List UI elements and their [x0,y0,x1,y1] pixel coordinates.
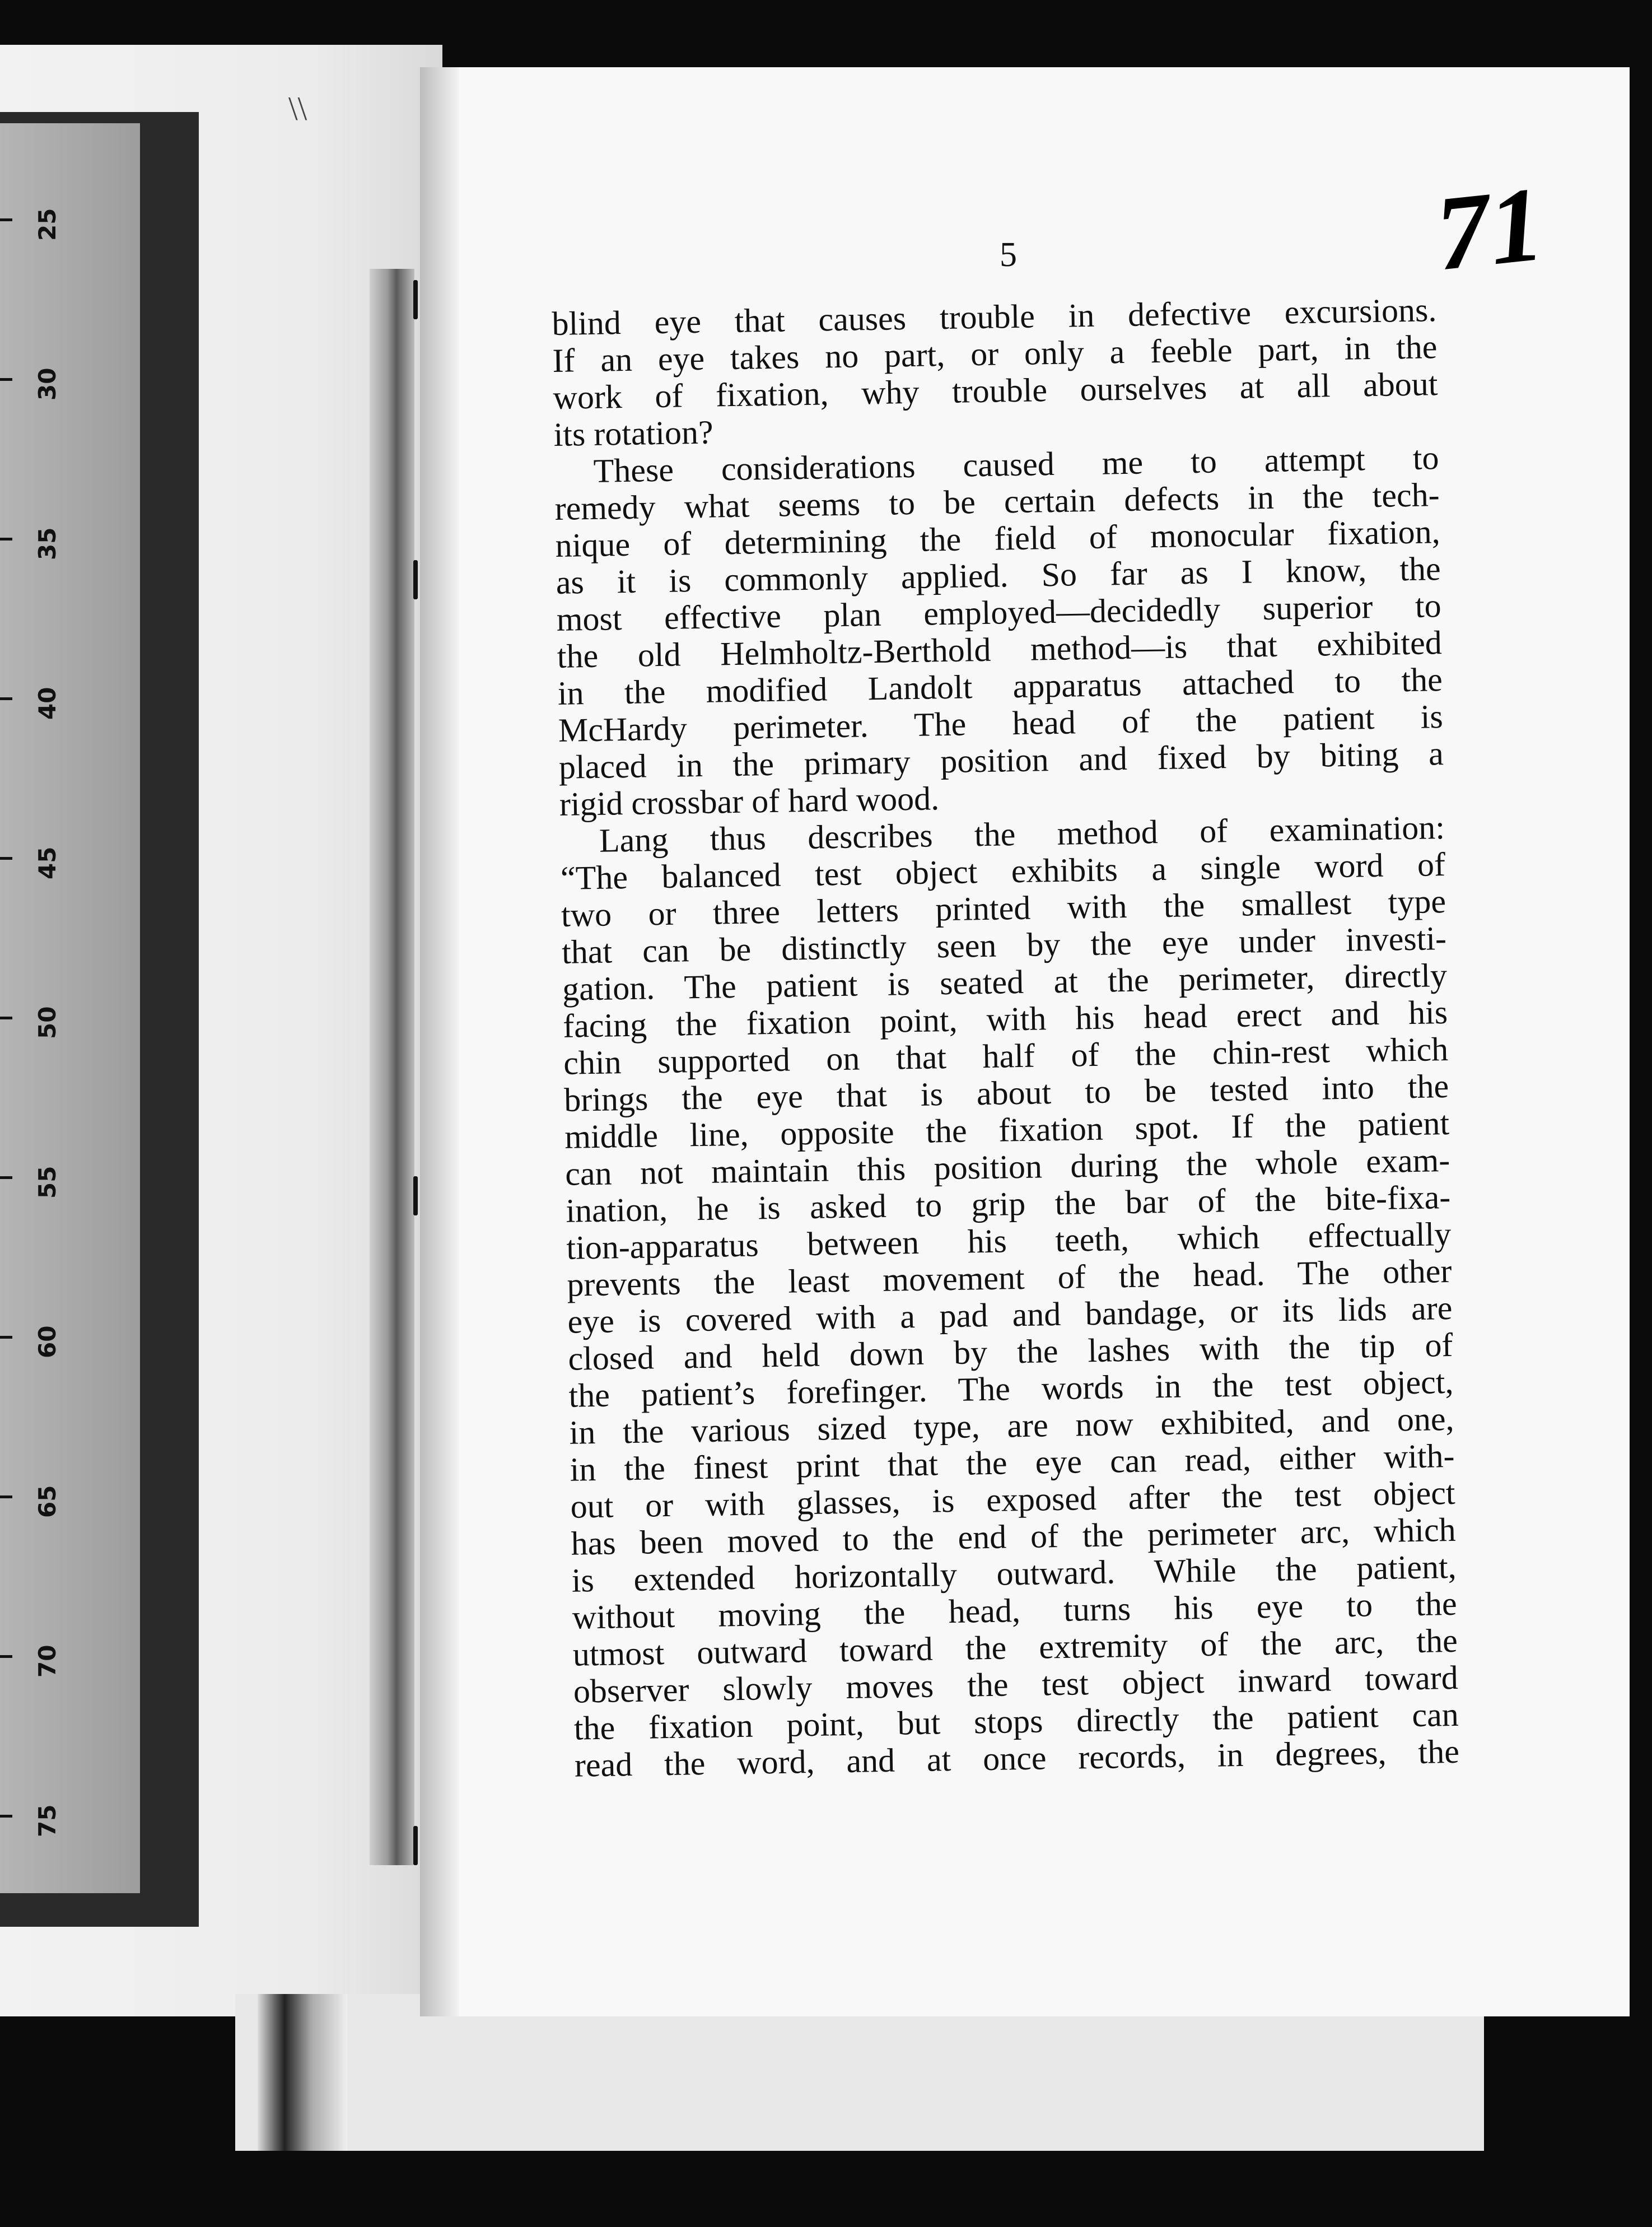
ruler-tick [0,1336,12,1339]
ruler-number: 40 [34,687,61,720]
ruler-number: 60 [34,1325,61,1358]
page-gutter-shadow [420,67,459,2016]
text-line: remedy what seems to be certain defects in the tech- [554,476,1440,527]
measuring-ruler [0,123,140,1893]
text-line: the patient’s forefinger. The words in the test object, [568,1363,1454,1414]
text-line: read the word, and at once records, in degrees, the [574,1732,1460,1784]
text-line: the fixation point, but stops directly the patient can [573,1695,1459,1747]
binding-stitch [413,1826,418,1865]
text-line: Lang thus describes the method of examination: [599,809,1445,859]
ruler-number: 30 [34,367,61,400]
text-line: eye is covered with a pad and bandage, or its lids are [567,1289,1453,1340]
text-line: without moving the head, turns his eye to the [572,1585,1458,1636]
text-line: If an eye takes no part, or only a feeble part, in the [552,328,1438,379]
text-line: middle line, opposite the fixation spot. If the patient [564,1105,1450,1156]
ruler-tick [0,697,12,700]
text-line: closed and held down by the lashes with the tip of [568,1326,1453,1377]
bottom-binding [258,1994,347,2151]
text-line: utmost outward toward the extremity of the arc, the [572,1622,1458,1673]
handwritten-folio-mark: 71 [1430,165,1549,293]
ruler-number: 55 [34,1166,61,1199]
text-line: most effective plan employed—decidedly superior to [556,587,1442,638]
text-line: rigid crossbar of hard wood. [559,780,940,823]
page-body-text [552,291,1459,1783]
text-line: ination, he is asked to grip the bar of the bite-fixa- [565,1178,1451,1229]
ruler-tick [0,1176,12,1179]
text-line: “The balanced test object exhibits a single word of [560,846,1446,897]
ruler-tick [0,1495,12,1498]
binding-stitch [413,1176,418,1215]
book-spine [370,269,414,1865]
ruler-number: 70 [34,1644,61,1678]
text-line: in the modified Landolt apparatus attached to the [557,661,1443,712]
ruler-tick [0,1815,12,1818]
ruler-number: 45 [34,846,61,879]
binding-stitch [413,280,418,319]
text-line: blind eye that causes trouble in defective excursions. [552,291,1437,342]
text-line: tion-apparatus between his teeth, which effectually [566,1215,1452,1266]
text-line: that can be distinctly seen by the eye under investi- [561,920,1447,971]
bottom-page-edge [235,1994,1484,2151]
ruler-tick [0,1655,12,1658]
ruler-tick [0,218,12,221]
text-line: in the various sized type, are now exhibited, and one, [569,1400,1454,1451]
ruler-number: 35 [34,527,61,560]
text-line: These considerations caused me to attempt to [593,439,1439,490]
text-line: the old Helmholtz-Berthold method—is that exhibited [557,624,1443,675]
ruler-tick [0,857,12,860]
text-line: placed in the primary position and fixed by biting a [558,735,1444,786]
text-line: can not maintain this position during the whole exam- [564,1141,1450,1192]
binding-stitch [413,560,418,599]
text-line: as it is commonly applied. So far as I know, the [556,550,1441,601]
text-line: chin supported on that half of the chin-rest which [563,1031,1449,1082]
text-line: prevents the least movement of the head. The other [566,1252,1452,1303]
text-line: is extended horizontally outward. While the patient, [571,1548,1457,1599]
text-line: brings the eye that is about to be tested into the [563,1068,1449,1119]
ruler-number: 65 [34,1485,61,1518]
ruler-number: 25 [34,208,61,241]
left-page-mark: \\ [288,90,307,127]
text-line: work of fixation, why trouble ourselves at all about [553,365,1438,416]
text-line: gation. The patient is seated at the perimeter, directly [562,957,1448,1008]
paragraph [554,439,1444,823]
text-line: out or with glasses, is exposed after the test object [570,1474,1456,1525]
text-line: has been moved to the end of the perimeter arc, which [571,1511,1457,1562]
text-line: McHardy perimeter. The head of the patient is [558,698,1444,749]
text-line: observer slowly moves the test object inward toward [573,1658,1459,1710]
text-line: two or three letters printed with the smallest type [561,883,1446,934]
ruler-number: 75 [34,1804,61,1837]
ruler-tick [0,1017,12,1019]
ruler-tick [0,378,12,381]
text-line: its rotation? [553,413,714,453]
text-line: in the finest print that the eye can read, either with- [570,1437,1455,1488]
ruler-tick [0,538,12,541]
page-number: 5 [1000,236,1017,274]
text-line: nique of determining the field of monocular fixation, [555,513,1441,564]
text-line: facing the fixation point, with his head erect and his [562,994,1448,1045]
paragraph [552,291,1439,453]
ruler-number: 50 [34,1006,61,1039]
paragraph [560,809,1460,1784]
